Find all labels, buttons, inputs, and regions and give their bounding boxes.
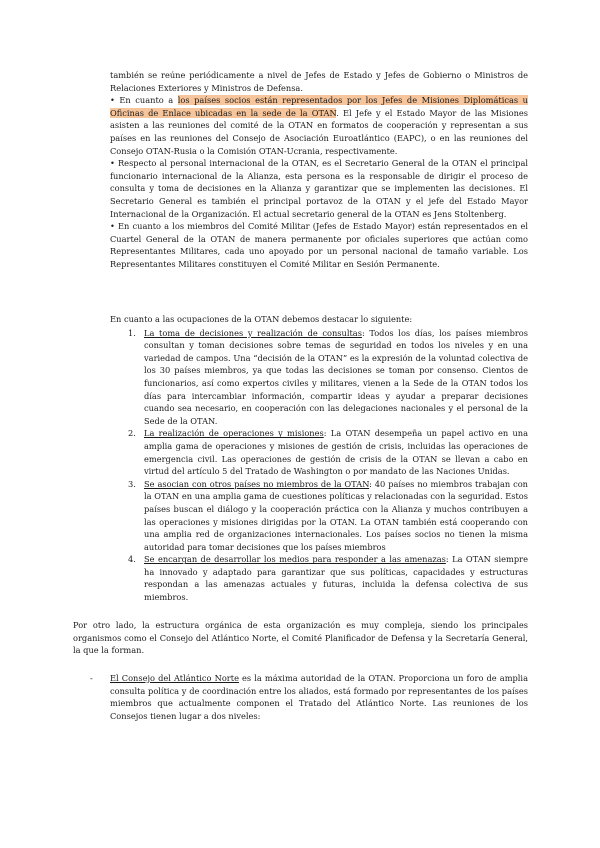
dash-item-body <box>110 672 528 722</box>
list-item-text: : La OTAN siempre ha innovado y adaptado para garantizar que sus políticas, capacidades y estructuras respondan a las amenazas actuales y futuras, incluida la defensa colectiva de sus miembros. <box>144 554 528 603</box>
list-number: 3. <box>128 478 136 489</box>
list-number: 1. <box>128 327 136 338</box>
bullet-partners <box>110 94 528 157</box>
intro-bullets-block <box>110 69 528 271</box>
list-item-title: Se asocian con otros países no miembros de la OTAN <box>144 478 370 489</box>
bullet-military-committee: • En cuanto a los miembros del Comité Militar (Jefes de Estado Mayor) están representados en el Cuartel General de la OTAN de manera permanente por oficiales superiores que actúan como Representantes Militares, cada uno apoyado por un personal nacional de tamaño variable. Los Representantes Militares constituyen el Comité Militar en Sesión Permanente. <box>110 221 528 269</box>
list-item-title: La realización de operaciones y misiones <box>144 428 324 439</box>
dash-item-title: El Consejo del Atlántico Norte <box>110 673 239 683</box>
list-item-title: La toma de decisiones y realización de consultas <box>144 327 362 338</box>
continuation-line: también se reúne periódicamente a nivel de Jefes de Estado y Jefes de Gobierno o Ministros de Relaciones Exteriores y Ministros de Defensa. <box>110 70 528 93</box>
list-item <box>110 327 528 428</box>
list-item <box>110 553 528 603</box>
list-number: 2. <box>128 428 136 439</box>
structure-paragraph: Por otro lado, la estructura orgánica de esta organización es muy compleja, siendo los principales organismos como el Consejo del Atlántico Norte, el Comité Planificador de Defensa y la Secretaría General, la que la forman. <box>73 620 528 656</box>
list-item-text: : La OTAN desempeña un papel activo en una amplia gama de operaciones y misiones de gestión de crisis, incluidas las operaciones de emergencia civil. Las operaciones de gestión de crisis de la OTAN se llevan a cabo en virtud del artículo 5 del Tratado de Washington o por mandato de las Naciones Unidas. <box>144 428 529 477</box>
bullet-secretary-general: • Respecto al personal internacional de la OTAN, es el Secretario General de la OTAN el principal funcionario internacional de la Alianza, esta persona es la responsable de dirigir el proceso de consulta y toma de decisiones en la Alianza y garantizar que se implementen las decisiones. El Secretario General es también el principal portavoz de la OTAN y el jefe del Estado Mayor Internacional de la Organización. El actual secretario general de la OTAN es Jens Stoltenberg. <box>110 158 528 219</box>
list-item <box>110 427 528 477</box>
dash-marker: - <box>90 673 93 683</box>
occupations-list <box>110 313 528 604</box>
list-number: 4. <box>128 554 136 565</box>
list-item-text: : 40 países no miembros trabajan con la OTAN en una amplia gama de cuestiones políticas y relacionadas con la seguridad. Estos países buscan el diálogo y la cooperación práctica con la Alianza y muchos contribuyen a las operaciones y misiones dirigidas por la OTAN. La OTAN también está cooperando con una amplia red de organizaciones internacionales. Los países socios no tienen la misma autoridad para tomar decisiones que los países miembros <box>144 478 528 552</box>
dash-list-item <box>90 672 528 722</box>
bullet-partners-prefix: • En cuanto a <box>110 95 178 106</box>
list-intro: En cuanto a las ocupaciones de la OTAN debemos destacar lo siguiente: <box>110 314 413 324</box>
list-item-text: : Todos los días, los países miembros consultan y toman decisiones sobre temas de seguridad en todos los niveles y en una variedad de campos. Una “decisión de la OTAN” es la expresión de la voluntad colectiva de los 30 países miembros, ya que todas las decisiones se toman por consenso. Cientos de funcionarios, así como expertos civiles y militares, vienen a la Sede de la OTAN todos los días para intercambiar información, compartir ideas y ayudar a preparar decisiones cuando sea necesario, en cooperación con las delegaciones nacionales y el personal de la Sede de la OTAN. <box>144 327 528 426</box>
list-item <box>110 478 528 554</box>
dash-item-text: es la máxima autoridad de la OTAN. Proporciona un foro de amplia consulta política y de coordinación entre los aliados, está formado por representantes de los países miembros que actualmente componen el Tratado del Atlántico Norte. Las reuniones de los Consejos tienen lugar a dos niveles: <box>110 673 528 721</box>
bullet-partners-suffix: . El Jefe y el Estado Mayor de las Misiones asisten a las reuniones del comité de la OTAN en formatos de cooperación y representan a sus países en las reuniones del Consejo de Asociación Euroatlántico (EAPC), o en las reuniones del Consejo OTAN-Rusia o la Comisión OTAN-Ucrania, respectivamente. <box>110 107 528 156</box>
list-item-title: Se encargan de desarrollar los medios para responder a las amenazas <box>144 554 446 565</box>
highlighted-text: los países socios están representados por los Jefes de Misiones Diplomáticas u Oficinas de Enlace ubicadas en la sede de la OTAN <box>110 95 528 118</box>
